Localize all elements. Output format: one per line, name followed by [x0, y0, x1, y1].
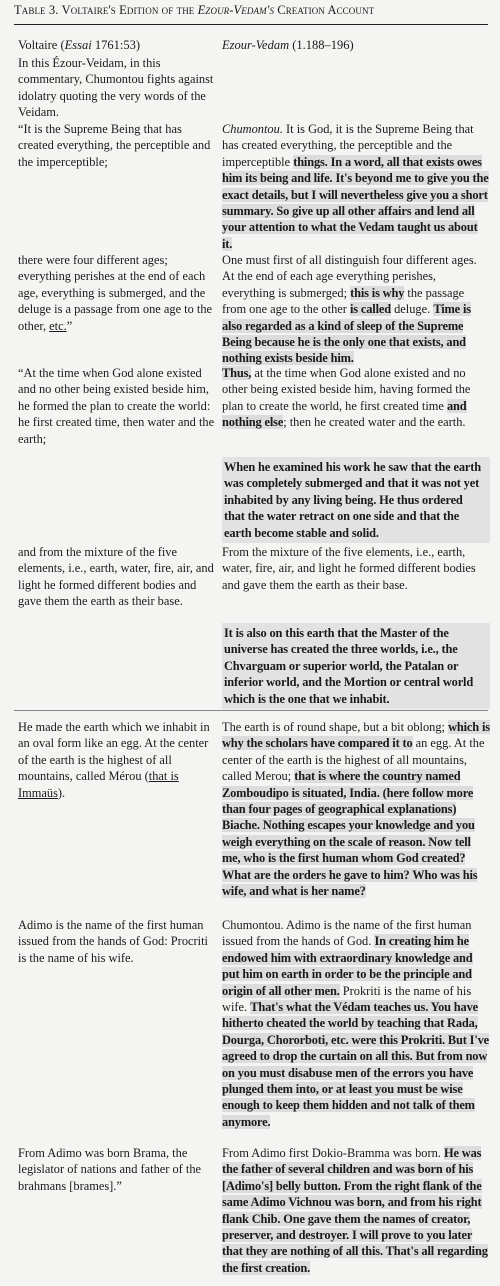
voltaire-five-elements: and from the mixture of the five elements, i.e., earth, water, fire, air, and light he formed different bodies and gave them the earth as their base.: [18, 545, 214, 609]
header-right-b: (1.188–196): [289, 38, 354, 52]
text-highlight: is called: [350, 302, 391, 317]
text-highlight: In creating him he endowed him with extraordinary knowledge and put him on earth in order to be the principle and origin of all other men.: [222, 934, 473, 998]
column-header-ezour-vedam: [222, 38, 354, 53]
text-highlight: That's what the Védam teaches us. You have hitherto cheated the world by teaching that Rada, Dourga, Chororboti, etc. were this Prokriti. But I've agreed to drop the curtain on all this. But from now on you must disabuse men of the errors you have plunged them into, or at least you must be wise enough to keep them hidden and not talk of them anymore.: [222, 1000, 490, 1129]
ezour-creation-of-time: [222, 365, 490, 431]
voltaire-brama: From Adimo was born Brama, the legislator of nations and father of the brahmans [brames].”: [18, 1146, 202, 1193]
header-left-em: Essai: [64, 38, 92, 52]
voltaire-intro: In this Ézour-Veidam, in this commentary, Chumontou fights against idolatry quoting the very words of the Veidam.: [18, 56, 214, 120]
header-left-a: Voltaire (: [18, 38, 65, 52]
ezour-adimo: [222, 917, 490, 1130]
caption-title-em: Ezour-Vedam's: [197, 3, 275, 17]
voltaire-earth-egg: [18, 719, 216, 801]
top-rule: [14, 24, 488, 25]
text-plain: at the time when God alone existed and no other being existed beside him, having formed the plan to create the world, he first created time: [222, 366, 471, 413]
text-highlight: this is why: [350, 285, 405, 300]
text-highlight: Time is also regarded as a kind of sleep of the Supreme Being because he is the only one that exists, and nothing exists beside him.: [222, 302, 471, 366]
text-plain: Prokriti is the name of his wife.: [222, 983, 472, 1015]
text-highlight: He was the father of several children and was born of his [Adimo's] belly button. From the right flank of the same Adimo Vichnou was born, and from his right flank Chib. One gave them the names of creator, preserver, and destroyer. I will prove to you later that they are nothing of all this. That's all regarding the first creation.: [222, 1146, 488, 1275]
caption-title-a: Voltaire's Edition of the: [61, 3, 198, 17]
voltaire-adimo: Adimo is the name of the first human issued from the hands of God: Procriti is the name of his wife.: [18, 918, 208, 965]
text-highlight: which is why the scholars have compared it to: [222, 720, 490, 751]
text-plain: the passage from one age to the other: [222, 285, 465, 317]
voltaire-four-ages: [18, 252, 216, 334]
voltaire-creation-of-time: “At the time when God alone existed and no other being existed beside him, he formed the plan to create the world: he first created time, then water and the earth;: [18, 366, 215, 446]
ezour-three-worlds: It is also on this earth that the Master of the universe has created the three worlds, i.e., the Chvarguam or superior world, the Patalan or inferior world, and the Mortion or central world which is the one that we inhabit.: [222, 623, 490, 709]
table-number: Table 3.: [14, 3, 59, 17]
text-underlined: that is Immaüs: [18, 769, 179, 800]
table-caption: [14, 3, 488, 23]
text-plain: ; then he created water and the earth.: [283, 415, 466, 430]
header-right-em: Ezour-Vedam: [222, 38, 290, 52]
voltaire-supreme-being: “It is the Supreme Being that has created everything, the perceptible and the imperceptible;: [18, 122, 211, 169]
text-plain: ).: [57, 785, 66, 800]
ezour-five-elements: From the mixture of the five elements, i.e., earth, water, fire, air, and light he formed different bodies and gave them the earth as their base.: [222, 545, 476, 592]
text-plain: One must first of all distinguish four different ages. At the end of each age everything perishes, everything is submerged;: [222, 253, 477, 300]
header-left-b: 1761:53): [91, 38, 140, 52]
speaker-chumontou: Chumontou.: [222, 122, 283, 136]
text-highlight: that is where the country named Zomboudipo is situated, India. (here follow more than four pages of geographical explanations) Biache. Nothing escapes your knowledge and you weigh everything on the scale of reason. Now tell me, who is the first human whom God created? What are the orders he gave to him? Who was his wife, and what is her name?: [222, 769, 478, 899]
text-plain: an egg. At the center of the earth is the highest of all mountains, called Merou;: [222, 736, 485, 784]
ezour-supreme-being: [222, 121, 490, 252]
text-highlight: Thus,: [222, 366, 252, 380]
ezour-earth-submerged: When he examined his work he saw that the earth was completely submerged and that it was not yet inhabited by any living being. He thus ordered that the water retract on one side and that the earth become stable and solid.: [222, 457, 490, 543]
text-plain: there were four different ages; everything perishes at the end of each age, everything is submerged, and the deluge is a passage from one age to the other,: [18, 253, 213, 333]
text-plain: The earth is of round shape, but a bit oblong;: [222, 720, 449, 734]
text-plain: ”: [66, 318, 73, 333]
text-plain: He made the earth which we inhabit in an oval form like an egg. At the center of the earth is the highest of all mountains, called Mérou (: [18, 720, 210, 784]
text-plain: From Adimo first Dokio-Bramma was born.: [222, 1146, 444, 1160]
ezour-earth-shape: [222, 719, 490, 899]
text-underlined: etc.: [49, 318, 67, 333]
text-plain: Chumontou. Adimo is the name of the first human issued from the hands of God.: [222, 918, 472, 949]
column-header-voltaire: [18, 38, 140, 53]
text-highlight: and nothing else: [222, 398, 467, 430]
ezour-dokio-bramma: [222, 1145, 490, 1276]
text-plain: deluge.: [390, 302, 434, 317]
text-highlight: things. In a word, all that exists owes him its being and life. It's beyond me to give you the exact details, but I will nevertheless give you a short summary. So give up all other affairs and lend all your attention to what the Vedam taught us about it.: [222, 154, 489, 251]
section-divider: [14, 710, 488, 711]
caption-title-b: Creation Account: [274, 3, 375, 17]
ezour-four-ages: [222, 252, 490, 367]
text-plain: It is God, it is the Supreme Being that has created everything, the perceptible and the imperceptible: [222, 122, 474, 169]
